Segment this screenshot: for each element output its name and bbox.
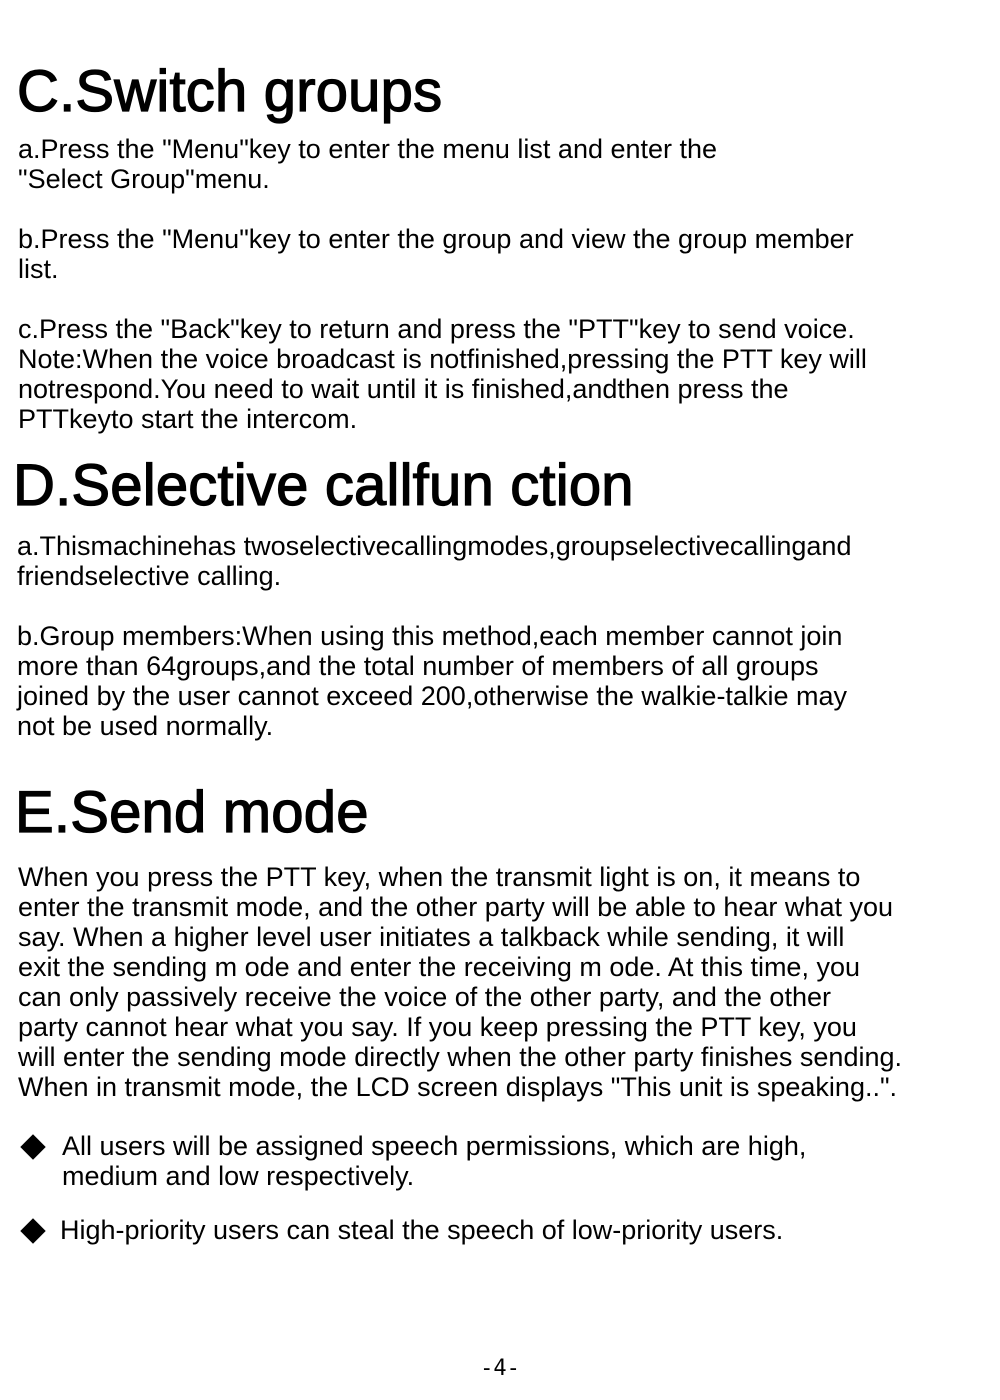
- bullet-text: High-priority users can steal the speech of low-priority users.: [60, 1215, 784, 1245]
- section-c-paragraph-c: c.Press the "Back"key to return and press the "PTT"key to send voice. Note:When the voice broadcast is notfinished,pressing the PTT key will notrespond.You need to wait until it is finished,andthen press the PTTkeyto start the intercom.: [18, 314, 867, 434]
- diamond-bullet-icon: [20, 1134, 45, 1159]
- section-c-heading: C.Switch groups: [17, 59, 443, 124]
- page-number: -4-: [480, 1356, 520, 1381]
- section-c-paragraph-b: b.Press the "Menu"key to enter the group and view the group member list.: [18, 224, 854, 284]
- section-d-heading: D.Selective callfun ction: [13, 453, 634, 518]
- section-d-paragraph-b: b.Group members:When using this method,each member cannot join more than 64groups,and the total number of members of all groups joined by the user cannot exceed 200,otherwise the walkie-talkie may not be used normally.: [17, 621, 847, 741]
- bullet-item: [20, 1215, 783, 1245]
- section-e-heading: E.Send mode: [15, 780, 369, 845]
- diamond-bullet-icon: [20, 1218, 45, 1243]
- bullet-item: [20, 1131, 806, 1191]
- section-c-paragraph-a: a.Press the "Menu"key to enter the menu list and enter the "Select Group"menu.: [18, 134, 718, 194]
- section-e-paragraph: When you press the PTT key, when the transmit light is on, it means to enter the transmit mode, and the other party will be able to hear what you say. When a higher level user initiates a talkback while sending, it will exit the sending m ode and enter the receiving m ode. At this time, you can only passively receive the voice of the other party, and the other party cannot hear what you say. If you keep pressing the PTT key, you will enter the sending mode directly when the other party finishes sending. When in transmit mode, the LCD screen displays "This unit is speaking..".: [18, 862, 902, 1102]
- section-d-paragraph-a: a.Thismachinehas twoselectivecallingmodes,groupselectivecallingand friendselective calling.: [17, 531, 852, 591]
- bullet-text: All users will be assigned speech permissions, which are high, medium and low respectively.: [62, 1131, 807, 1191]
